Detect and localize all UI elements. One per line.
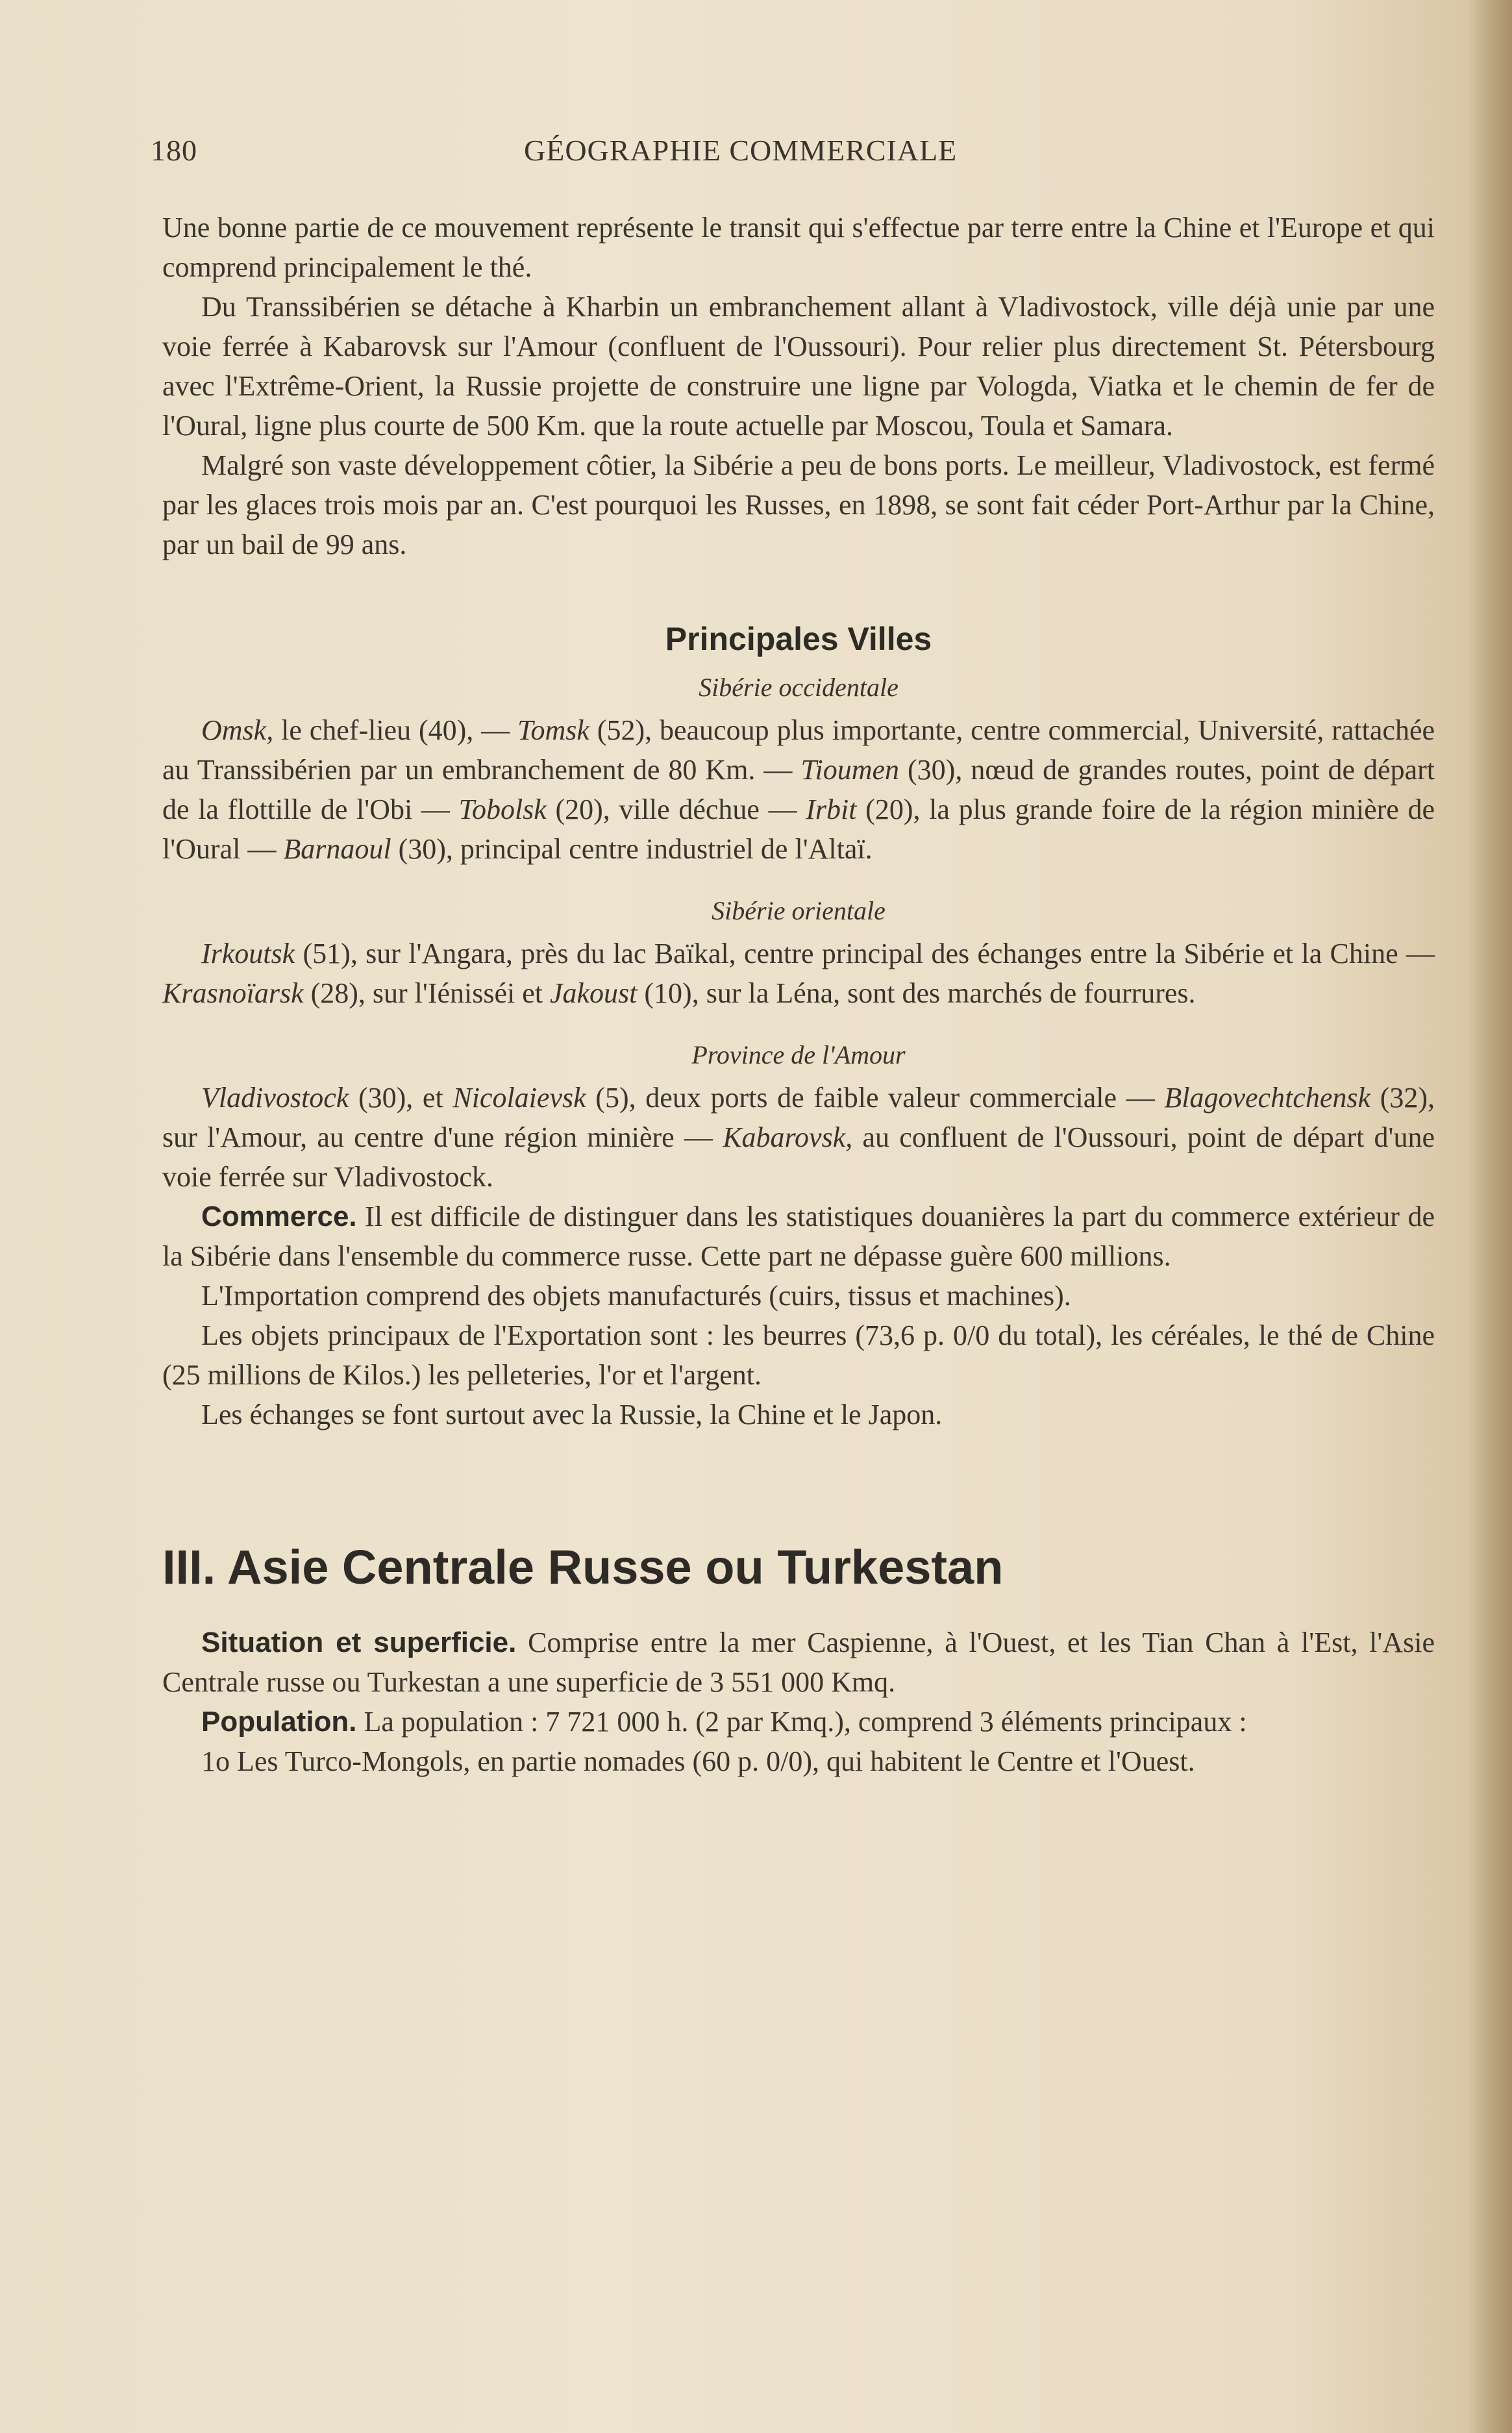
city-name: Omsk, [201,714,274,746]
paragraph-villes-orientale: Irkoutsk (51), sur l'Angara, près du lac Baïkal, centre principal des échanges entre la Sibérie et la Chine — Krasnoïarsk (28), sur l'Iénisséi et Jakoust (10), sur la Léna, sont des marchés de fourrures. [162,938,1435,1009]
paragraph-villes-amour: Vladivostock (30), et Nicolaievsk (5), deux ports de faible valeur commerciale — Blagovechtchensk (32), sur l'Amour, au centre d'une région minière — Kabarovsk, au confluent de l'Oussouri, point de départ d'une voie ferrée sur Vladivostock. [162,1082,1435,1193]
subtitle-province-amour: Province de l'Amour [691,1040,906,1069]
paragraph-importation: L'Importation comprend des objets manufacturés (cuirs, tissus et machines). [201,1280,1071,1312]
page-number: 180 [151,134,197,167]
percent-sign: 0/0 [953,1319,990,1351]
city-name: Vladivostock [201,1082,349,1114]
subtitle-siberie-occidentale: Sibérie occidentale [699,673,899,702]
paragraph-exportation: Les objets principaux de l'Exportation sont : les beurres (73,6 p. 0/0 du total), les céréales, le thé de Chine (25 millions de Kilos.) les pelleteries, l'or et l'argent. [162,1319,1435,1391]
city-name: Kabarovsk, [723,1121,853,1153]
paragraph-commerce: Commerce. Il est difficile de distinguer dans les statistiques douanières la part du commerce extérieur de la Sibérie dans l'ensemble du commerce russe. Cette part ne dépasse guère 600 millions. [162,1201,1435,1272]
percent-sign: 0/0 [766,1745,803,1777]
paragraph-ports: Malgré son vaste développement côtier, la Sibérie a peu de bons ports. Le meilleur, Vladivostock, est fermé par les glaces trois mois par an. C'est pourquoi les Russes, en 1898, se sont fait céder Port-Arthur par la Chine, par un bail de 99 ans. [162,449,1435,560]
city-name: Blagovechtchensk [1164,1082,1371,1114]
run-in-heading-population: Population. [201,1706,357,1738]
page-body [162,208,1435,1781]
page-edge-shadow [1467,0,1512,2433]
run-in-heading-situation: Situation et superficie. [201,1627,517,1658]
subtitle-siberie-orientale: Sibérie orientale [712,896,886,925]
run-in-heading-commerce: Commerce. [201,1201,357,1232]
paragraph-villes-occidentale: Omsk, le chef-lieu (40), — Tomsk (52), beaucoup plus importante, centre commercial, Université, rattachée au Transsibérien par un embranchement de 80 Km. — Tioumen (30), nœud de grandes routes, point de départ de la flottille de l'Obi — Tobolsk (20), ville déchue — Irbit (20), la plus grande foire de la région minière de l'Oural — Barnaoul (30), principal centre industriel de l'Altaï. [162,714,1435,865]
city-name: Krasnoïarsk [162,977,304,1009]
section-title-villes: Principales Villes [665,621,932,657]
city-name: Jakoust [550,977,638,1009]
paragraph-echanges: Les échanges se font surtout avec la Russie, la Chine et le Japon. [201,1399,943,1430]
city-name: Nicolaievsk [452,1082,586,1114]
paragraph-item-1: 1o Les Turco-Mongols, en partie nomades (60 p. 0/0), qui habitent le Centre et l'Ouest. [201,1745,1195,1777]
running-title: GÉOGRAPHIE COMMERCIALE [524,134,958,167]
chapter-title: III. Asie Centrale Russe ou Turkestan [162,1540,1004,1594]
paragraph-situation: Situation et superficie. Comprise entre la mer Caspienne, à l'Ouest, et les Tian Chan à l'Est, l'Asie Centrale russe ou Turkestan a une superficie de 3 551 000 Kmq. [162,1627,1435,1698]
city-name: Irbit [806,793,857,825]
city-name: Barnaoul [283,833,391,865]
paragraph-transit: Une bonne partie de ce mouvement représente le transit qui s'effectue par terre entre la Chine et l'Europe et qui comprend principalement le thé. [162,212,1435,283]
paragraph-population: Population. La population : 7 721 000 h. (2 par Kmq.), comprend 3 éléments principaux : [201,1706,1247,1738]
city-name: Tobolsk [458,793,547,825]
city-name: Irkoutsk [201,938,295,969]
city-name: Tomsk [517,714,589,746]
page-header [151,133,1384,179]
city-name: Tioumen [800,754,900,786]
paragraph-transsiberien: Du Transsibérien se détache à Kharbin un embranchement allant à Vladivostock, ville déjà unie par une voie ferrée à Kabarovsk sur l'Amour (confluent de l'Oussouri). Pour relier plus directement St. Pétersbourg avec l'Extrême-Orient, la Russie projette de construire une ligne par Vologda, Viatka et le chemin de fer de l'Oural, ligne plus courte de 500 Km. que la route actuelle par Moscou, Toula et Samara. [162,291,1435,442]
